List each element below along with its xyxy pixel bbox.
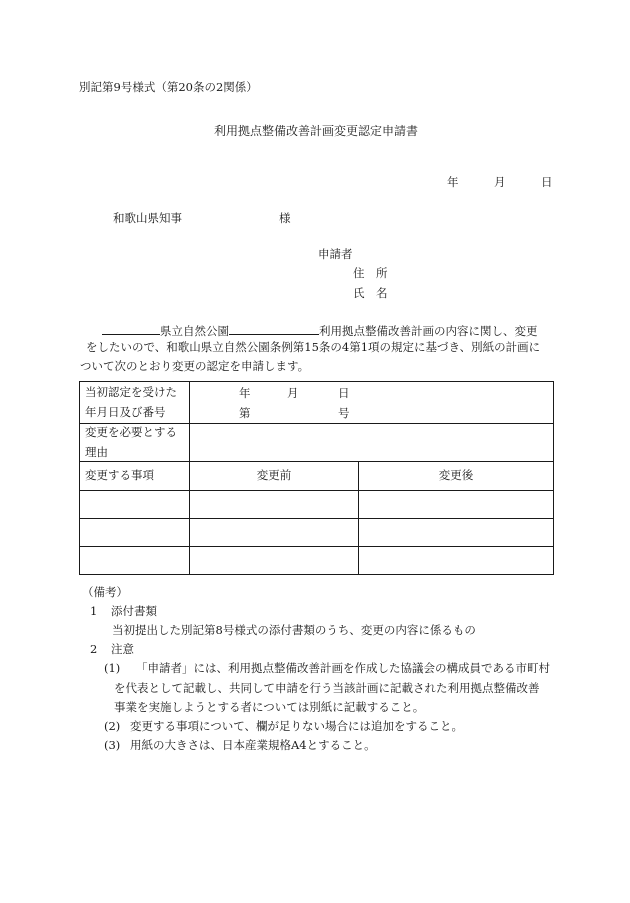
approval-day-label: 日 (338, 386, 350, 400)
notes-heading: （備考） (82, 585, 128, 599)
table-header-row (80, 462, 554, 491)
body-line-3: ついて次のとおり変更の認定を申請します。 (80, 359, 310, 373)
blank-park-name (229, 323, 319, 335)
caution-3-text: 用紙の大きさは、日本産業規格A4とすること。 (130, 738, 376, 752)
table-cell (190, 547, 359, 575)
header-after-cell: 変更後 (359, 462, 554, 491)
change-reason-value-cell (190, 424, 554, 462)
header-before-cell: 変更前 (190, 462, 359, 491)
date-year-label: 年 (447, 175, 459, 189)
change-request-table (79, 381, 554, 575)
approval-year-label: 年 (239, 386, 251, 400)
applicant-address-label: 住 所 (353, 266, 388, 280)
body-line-1-rest: 利用拠点整備改善計画の内容に関し、変更 (319, 324, 538, 338)
body-line-1 (102, 323, 538, 338)
document-title: 利用拠点整備改善計画変更認定申請書 (214, 124, 419, 138)
applicant-label: 申請者 (318, 247, 353, 261)
approval-dai-label: 第 (239, 406, 251, 420)
table-cell (190, 519, 359, 547)
caution-2-text: 変更する事項について、欄が足りない場合には追加をすること。 (130, 719, 464, 733)
caution-1-number: (1) (104, 661, 121, 675)
note-2-title: 注意 (111, 642, 134, 656)
prefecture-park-text: 県立自然公園 (160, 324, 229, 338)
date-day-label: 日 (541, 175, 553, 189)
note-1-number: 1 (90, 604, 98, 618)
change-reason-label-2: 理由 (85, 445, 108, 459)
note-2-number: 2 (90, 642, 98, 656)
table-row (80, 491, 554, 519)
applicant-name-label: 氏 名 (353, 286, 388, 300)
blank-park-prefix (102, 323, 160, 335)
table-cell (80, 491, 190, 519)
original-approval-label-1: 当初認定を受けた (85, 384, 177, 399)
table-cell (80, 547, 190, 575)
table-row-original-approval (80, 382, 554, 424)
caution-1-line-1: 「申請者」には、利用拠点整備改善計画を作成した協議会の構成員である市町村 (136, 661, 550, 675)
header-item-cell: 変更する事項 (80, 462, 190, 491)
approval-go-label: 号 (338, 406, 350, 420)
change-reason-label-1: 変更を必要とする (85, 424, 177, 439)
original-approval-label-2: 年月日及び番号 (85, 405, 166, 419)
caution-1-line-2: を代表として記載し、共同して申請を行う当該計画に記載された利用拠点整備改善 (114, 681, 540, 695)
addressee-name: 和歌山県知事 (113, 211, 182, 225)
note-1-text: 当初提出した別記第8号様式の添付書類のうち、変更の内容に係るもの (112, 623, 476, 637)
table-cell (359, 491, 554, 519)
change-reason-label-cell (80, 424, 190, 462)
caution-2-number: (2) (104, 719, 121, 733)
form-number: 別記第9号様式（第20条の2関係） (79, 80, 258, 94)
original-approval-label-cell (80, 382, 190, 424)
caution-3-number: (3) (104, 738, 121, 752)
body-line-2: をしたいので、和歌山県立自然公園条例第15条の4第1項の規定に基づき、別紙の計画に (86, 340, 541, 354)
caution-1-line-3: 事業を実施しようとする者については別紙に記載すること。 (114, 700, 425, 714)
table-cell (359, 547, 554, 575)
addressee-honorific: 様 (279, 211, 291, 225)
approval-month-label: 月 (287, 386, 299, 400)
table-cell (359, 519, 554, 547)
table-cell (80, 519, 190, 547)
table-row (80, 547, 554, 575)
table-row-change-reason (80, 424, 554, 462)
table-row (80, 519, 554, 547)
date-month-label: 月 (494, 175, 506, 189)
table-cell (190, 491, 359, 519)
note-1-title: 添付書類 (111, 604, 157, 618)
original-approval-value-cell (190, 382, 554, 424)
